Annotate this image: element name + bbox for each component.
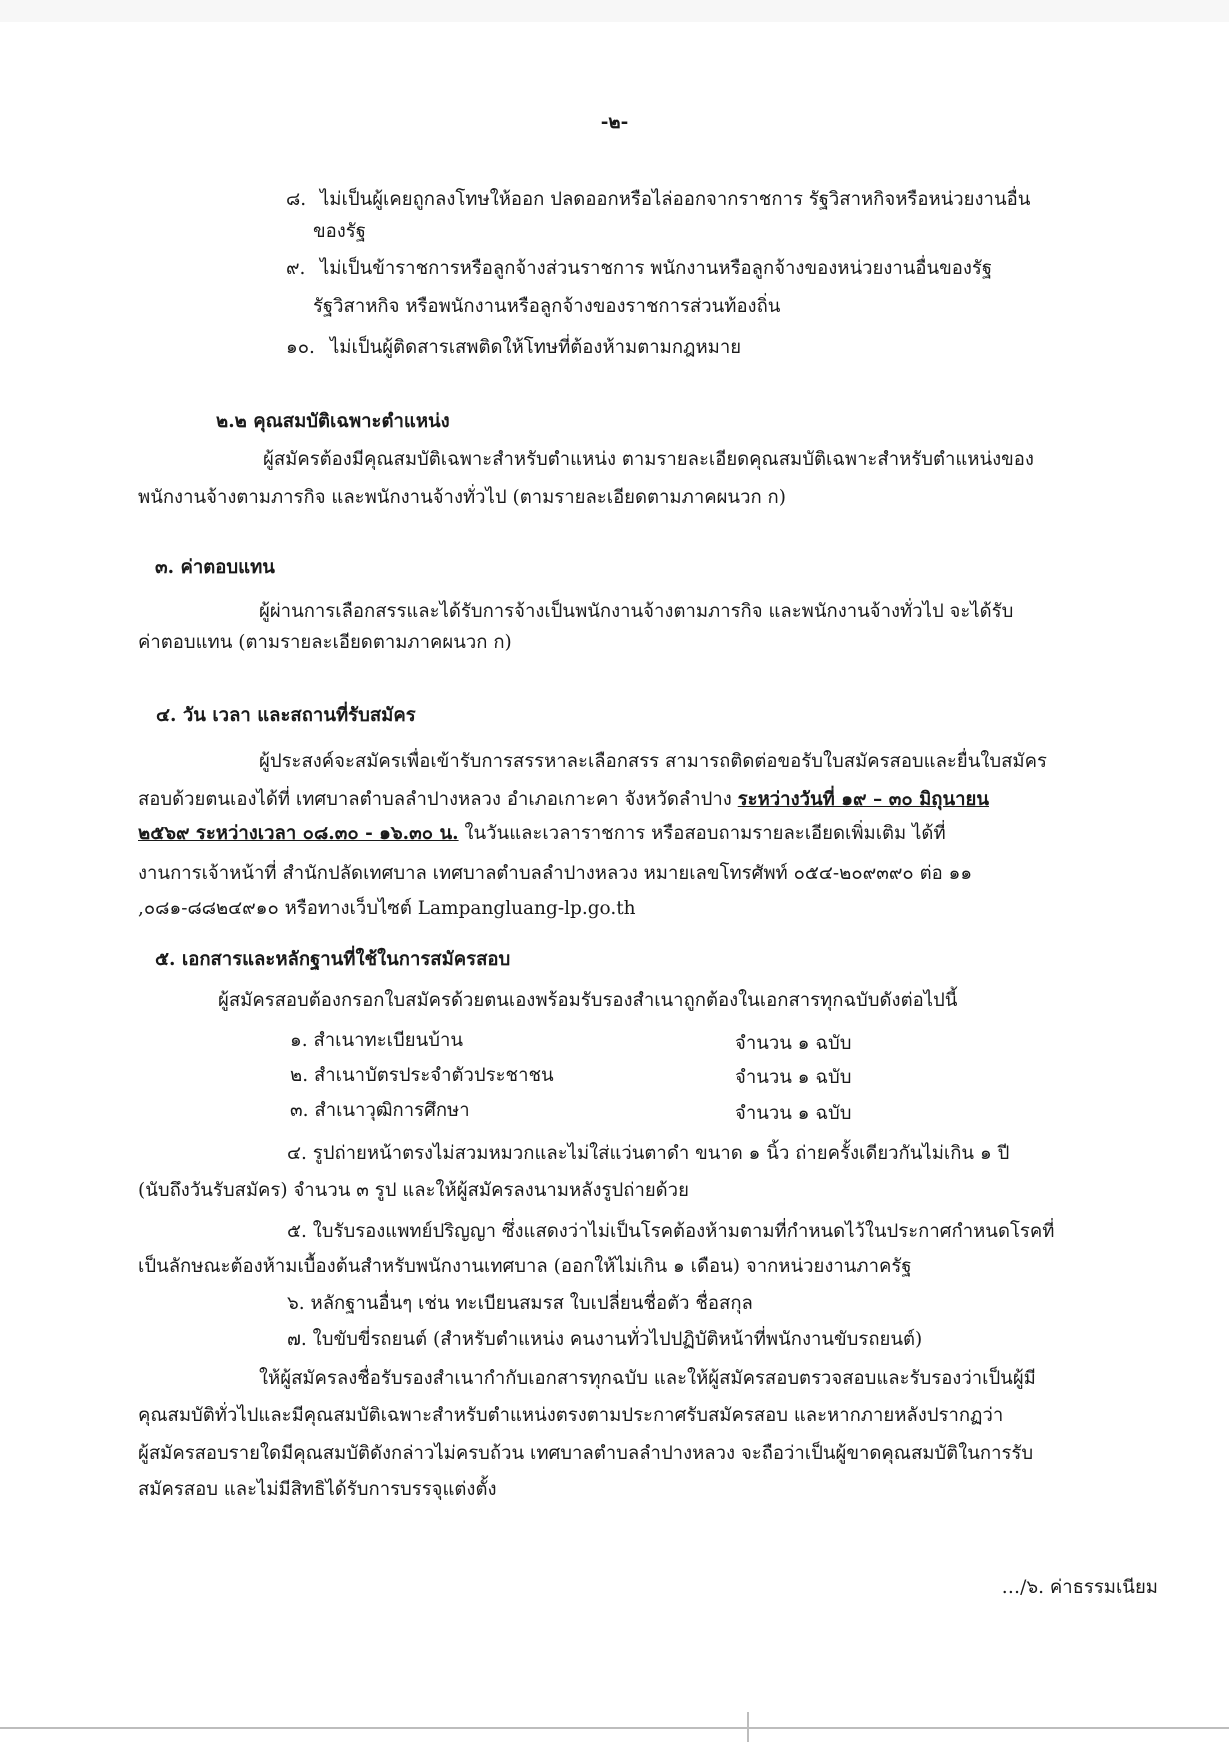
section-4-line1: ผู้ประสงค์จะสมัครเพื่อเข้ารับการสรรหาละเลือกสรร สามารถติดต่อขอรับใบสมัครสอบและยื่นใบสมัคร (259, 751, 1047, 772)
section-3-heading: ๓. ค่าตอบแทน (155, 557, 275, 578)
doc-6: ๖. หลักฐานอื่นๆ เช่น ทะเบียนสมรส ใบเปลี่ยนชื่อตัว ชื่อสกุล (287, 1293, 753, 1314)
section-4-contact-line: งานการเจ้าหน้าที่ สำนักปลัดเทศบาล เทศบาลตำบลลำปางหลวง หมายเลขโทรศัพท์ ๐๕๔-๒๐๙๓๙๐ ต่อ ๑๑ (138, 863, 973, 884)
section-4-line3 (138, 820, 946, 848)
section-4-website-line: ,๐๘๑-๘๘๒๔๙๑๐ หรือทางเว็บไซต์ Lampangluang-lp.go.th (138, 898, 636, 919)
doc-1-name: ๑. สำเนาทะเบียนบ้าน (290, 1030, 464, 1051)
application-time-range: ๒๕๖๙ ระหว่างเวลา ๐๘.๓๐ - ๑๖.๓๐ น. (138, 823, 459, 844)
scan-bottom-edge (0, 1727, 1229, 1729)
qual-item-9-number: ๙. (286, 258, 306, 279)
doc-5-line1: ๕. ใบรับรองแพทย์ปริญญา ซึ่งแสดงว่าไม่เป็นโรคต้องห้ามตามที่กำหนดไว้ในประกาศกำหนดโรคที่ (287, 1221, 1055, 1242)
qual-item-8-line2: ของรัฐ (313, 221, 366, 242)
qual-item-8-line1: ไม่เป็นผู้เคยถูกลงโทษให้ออก ปลดออกหรือไล่ออกจากราชการ รัฐวิสาหกิจหรือหน่วยงานอื่น (320, 189, 1031, 210)
section-3-line2: ค่าตอบแทน (ตามรายละเอียดตามภาคผนวก ก) (138, 632, 512, 653)
doc-1-count: จำนวน ๑ ฉบับ (735, 1033, 852, 1054)
doc-3-name: ๓. สำเนาวุฒิการศึกษา (290, 1100, 470, 1121)
closing-paragraph-line3: ผู้สมัครสอบรายใดมีคุณสมบัติดังกล่าวไม่ครบถ้วน เทศบาลตำบลลำปางหลวง จะถือว่าเป็นผู้ขาดคุณสมบัติในการรับ (138, 1443, 1034, 1464)
application-date-range: ระหว่างวันที่ ๑๙ – ๓๐ มิถุนายน (737, 789, 989, 810)
doc-2-count: จำนวน ๑ ฉบับ (735, 1067, 852, 1088)
section-3-line1: ผู้ผ่านการเลือกสรรและได้รับการจ้างเป็นพนักงานจ้างตามภารกิจ และพนักงานจ้างทั่วไป จะได้รับ (259, 601, 1014, 622)
section-2-2-line2: พนักงานจ้างตามภารกิจ และพนักงานจ้างทั่วไป (ตามรายละเอียดตามภาคผนวก ก) (138, 487, 786, 508)
next-page-continuation: …/๖. ค่าธรรมเนียม (1001, 1577, 1158, 1598)
qual-item-8-number: ๘. (286, 189, 307, 210)
section-5-heading: ๕. เอกสารและหลักฐานที่ใช้ในการสมัครสอบ (155, 949, 511, 970)
section-4-inquiry: ในวันและเวลาราชการ หรือสอบถามรายละเอียดเพิ่มเติม ได้ที่ (458, 823, 946, 844)
scan-top-edge (0, 0, 1229, 22)
section-5-intro: ผู้สมัครสอบต้องกรอกใบสมัครด้วยตนเองพร้อมรับรองสำเนาถูกต้องในเอกสารทุกฉบับดังต่อไปนี้ (218, 990, 958, 1011)
section-4-location: สอบด้วยตนเองได้ที่ เทศบาลตำบลลำปางหลวง อำเภอเกาะคา จังหวัดลำปาง (138, 789, 738, 810)
doc-2-name: ๒. สำเนาบัตรประจำตัวประชาชน (290, 1065, 554, 1086)
qual-item-9-line1: ไม่เป็นข้าราชการหรือลูกจ้างส่วนราชการ พนักงานหรือลูกจ้างของหน่วยงานอื่นของรัฐ (320, 258, 993, 279)
closing-paragraph-line4: สมัครสอบ และไม่มีสิทธิได้รับการบรรจุแต่งตั้ง (138, 1479, 497, 1500)
section-2-2-line1: ผู้สมัครต้องมีคุณสมบัติเฉพาะสำหรับตำแหน่ง ตามรายละเอียดคุณสมบัติเฉพาะสำหรับตำแหน่งของ (263, 449, 1034, 470)
section-4-line2 (138, 786, 989, 814)
closing-paragraph-line2: คุณสมบัติทั่วไปและมีคุณสมบัติเฉพาะสำหรับตำแหน่งตรงตามประกาศรับสมัครสอบ และหากภายหลังปรากฏว่า (138, 1405, 1004, 1426)
qual-item-10-line1: ไม่เป็นผู้ติดสารเสพติดให้โทษที่ต้องห้ามตามกฎหมาย (330, 337, 742, 358)
section-2-2-heading: ๒.๒ คุณสมบัติเฉพาะตำแหน่ง (216, 411, 450, 432)
qual-item-9-line2: รัฐวิสาหกิจ หรือพนักงานหรือลูกจ้างของราชการส่วนท้องถิ่น (313, 296, 781, 317)
scan-bottom-mark (747, 1712, 749, 1742)
closing-paragraph-line1: ให้ผู้สมัครลงชื่อรับรองสำเนากำกับเอกสารทุกฉบับ และให้ผู้สมัครสอบตรวจสอบและรับรองว่าเป็นผู้มี (259, 1368, 1036, 1389)
qual-item-10-number: ๑๐. (286, 337, 315, 358)
doc-5-line2: เป็นลักษณะต้องห้ามเบื้องต้นสำหรับพนักงานเทศบาล (ออกให้ไม่เกิน ๑ เดือน) จากหน่วยงานภาครัฐ (138, 1256, 912, 1277)
doc-3-count: จำนวน ๑ ฉบับ (735, 1103, 852, 1124)
doc-7: ๗. ใบขับขี่รถยนต์ (สำหรับตำแหน่ง คนงานทั่วไปปฏิบัติหน้าที่พนักงานขับรถยนต์) (287, 1329, 923, 1350)
doc-4-line2: (นับถึงวันรับสมัคร) จำนวน ๓ รูป และให้ผู้สมัครลงนามหลังรูปถ่ายด้วย (138, 1180, 689, 1201)
page-number: -๒- (600, 112, 629, 133)
doc-4-line1: ๔. รูปถ่ายหน้าตรงไม่สวมหมวกและไม่ใส่แว่นตาดำ ขนาด ๑ นิ้ว ถ่ายครั้งเดียวกันไม่เกิน ๑ ปี (287, 1143, 1010, 1164)
section-4-heading: ๔. วัน เวลา และสถานที่รับสมัคร (156, 705, 416, 726)
